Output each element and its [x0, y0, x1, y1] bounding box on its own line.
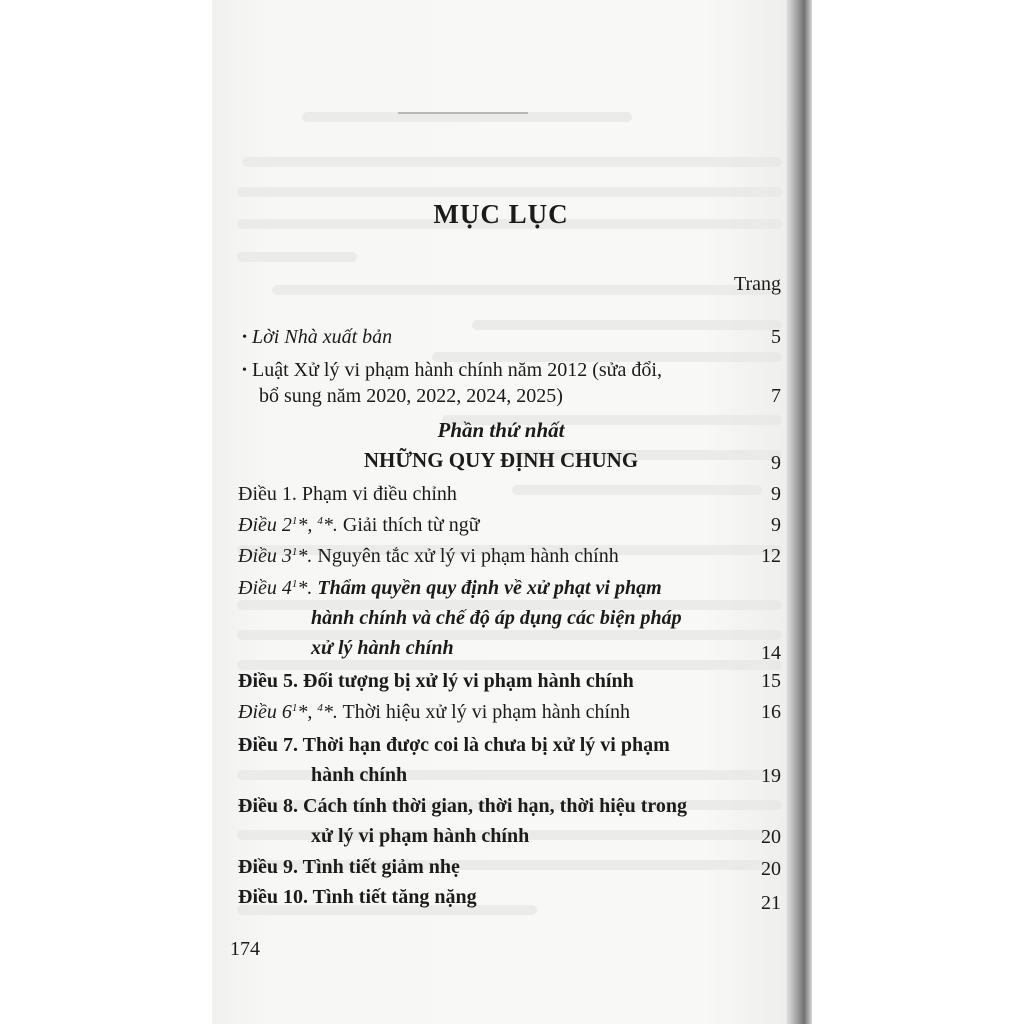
toc-entry-article-10[interactable] — [238, 882, 477, 912]
article-page-number: 20 — [761, 858, 781, 880]
bleed-through-line — [272, 285, 772, 295]
article-number: Điều $4^1*$. — [238, 577, 313, 599]
entry-label: Lời Nhà xuất bản — [252, 326, 393, 348]
article-title: Tình tiết giảm nhẹ — [302, 856, 460, 878]
page-column-header: Trang — [733, 273, 781, 295]
article-title: Đối tượng bị xử lý vi phạm hành chính — [303, 670, 634, 692]
article-number: Điều $3^1*$. — [238, 545, 313, 567]
article-title: Thời hiệu xử lý vi phạm hành chính — [342, 701, 631, 723]
entry-page-number: 7 — [771, 385, 781, 407]
article-title-line2: hành chính và chế độ áp dụng các biện pháp — [311, 607, 682, 629]
bleed-through-line — [237, 252, 357, 262]
entry-label-line2: bổ sung năm 2020, 2022, 2024, 2025) — [259, 385, 563, 407]
toc-entry-publisher-note[interactable] — [242, 322, 392, 353]
article-title-line1: Cách tính thời gian, thời hạn, thời hiệu trong — [303, 795, 688, 817]
article-title: Giải thích từ ngữ — [342, 514, 480, 536]
toc-entry-article-4[interactable] — [238, 573, 662, 603]
article-title: Tình tiết tăng nặng — [312, 886, 477, 908]
page-folio-number: 174 — [230, 938, 260, 960]
article-title-line2: hành chính — [311, 764, 408, 786]
entry-page-number: 5 — [771, 326, 781, 348]
article-page-number: 15 — [761, 670, 781, 692]
part-subtitle: Phần thứ nhất — [437, 418, 565, 442]
article-number: Điều $2^1*$, $^4$*. — [238, 514, 338, 536]
bleed-through-rule — [398, 112, 528, 114]
article-page-number: 12 — [761, 545, 781, 567]
article-title-line1: Thời hạn được coi là chưa bị xử lý vi phạm — [302, 734, 670, 756]
article-title-line3: xử lý hành chính — [311, 637, 454, 659]
bleed-through-line — [237, 187, 782, 197]
article-number: Điều 7. — [238, 734, 298, 756]
toc-entry-article-9[interactable] — [238, 852, 460, 882]
part-page-number: 9 — [771, 452, 781, 474]
background-left — [0, 0, 212, 1024]
article-title: Nguyên tắc xử lý vi phạm hành chính — [317, 545, 619, 567]
toc-entry-article-6[interactable] — [238, 697, 630, 727]
article-page-number: 19 — [761, 765, 781, 787]
toc-entry-article-5[interactable] — [238, 666, 634, 696]
article-number: Điều 1. — [238, 483, 297, 505]
article-number: Điều 8. — [238, 795, 298, 817]
toc-entry-article-1[interactable] — [238, 479, 457, 509]
article-page-number: 20 — [761, 826, 781, 848]
bleed-through-line — [242, 157, 782, 167]
bullet-icon: • — [242, 363, 247, 378]
toc-entry-article-7[interactable] — [238, 730, 670, 760]
article-number: Điều 5. — [238, 670, 298, 692]
toc-entry-article-3[interactable] — [238, 541, 619, 571]
part-title[interactable]: NHỮNG QUY ĐỊNH CHUNG — [363, 448, 639, 472]
article-number: Điều $6^1*$, $^4$*. — [238, 701, 338, 723]
bullet-icon: • — [242, 330, 247, 345]
article-page-number: 21 — [761, 892, 781, 914]
article-page-number: 9 — [771, 514, 781, 536]
entry-label-line1: Luật Xử lý vi phạm hành chính năm 2012 (sửa đổi, — [252, 359, 662, 381]
article-page-number: 14 — [761, 642, 781, 664]
article-page-number: 9 — [771, 483, 781, 505]
article-page-number: 16 — [761, 701, 781, 723]
toc-title: MỤC LỤC — [433, 199, 569, 229]
article-number: Điều 9. — [238, 856, 298, 878]
article-number: Điều 10. — [238, 886, 308, 908]
toc-entry-article-2[interactable] — [238, 510, 480, 540]
page-stack-edge — [786, 0, 812, 1024]
toc-entry-article-8[interactable] — [238, 791, 687, 821]
article-title-line2: xử lý vi phạm hành chính — [311, 825, 530, 847]
article-title: Phạm vi điều chỉnh — [301, 483, 457, 505]
background-right — [806, 0, 1024, 1024]
article-title-line1: Thẩm quyền quy định về xử phạt vi phạm — [317, 577, 662, 599]
